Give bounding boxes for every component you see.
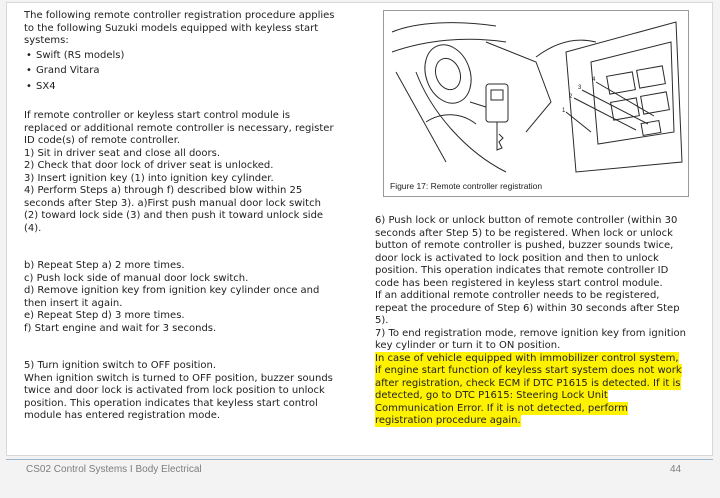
callout-1: 1 bbox=[562, 108, 566, 114]
callout-4: 4 bbox=[592, 77, 596, 83]
step-b: b) Repeat Step a) 2 more times. bbox=[24, 260, 185, 271]
figure-17 bbox=[383, 10, 689, 197]
list-item: • Grand Vitara bbox=[24, 65, 336, 78]
left-column bbox=[24, 10, 336, 423]
remote-registration-diagram bbox=[386, 12, 686, 178]
replace-note: If remote controller or keyless start control module is replaced or additional remote controller is necessary, register ID code(s) of remote controller. bbox=[24, 110, 334, 146]
immobilizer-note bbox=[375, 353, 687, 428]
step-2: 2) Check that door lock of driver seat is unlocked. bbox=[24, 160, 274, 171]
step-e: e) Repeat Step d) 3 more times. bbox=[24, 310, 185, 321]
footer-title: CS02 Control Systems I Body Electrical bbox=[26, 464, 202, 475]
step-5-body: When ignition switch is turned to OFF position, buzzer sounds twice and door lock is activated from lock position to unlock position. This operation indicates that keyless start control module has entered registration mode. bbox=[24, 372, 333, 421]
callout-3: 3 bbox=[578, 85, 582, 91]
intro-paragraph: The following remote controller registration procedure applies to the following Suzuki models equipped with keyless start systems: bbox=[24, 10, 335, 46]
step-3: 3) Insert ignition key (1) into ignition key cylinder. bbox=[24, 172, 274, 184]
footer-rule bbox=[6, 459, 713, 460]
step-1: 1) Sit in driver seat and close all doors. bbox=[24, 147, 221, 159]
step-f: f) Start engine and wait for 3 seconds. bbox=[24, 322, 217, 334]
step-d: d) Remove ignition key from ignition key cylinder once and then insert it again. bbox=[24, 285, 320, 309]
page-number: 44 bbox=[670, 464, 682, 475]
list-item: • SX4 bbox=[24, 81, 336, 94]
step-6-extra: If an additional remote controller needs to be registered, repeat the procedure of Step 6) within 30 seconds after Step 5). bbox=[375, 290, 680, 326]
right-column bbox=[375, 215, 687, 428]
step-6: 6) Push lock or unlock button of remote controller (within 30 seconds after Step 5) to be registered. When lock or unlock button of remote controller is pushed, buzzer sounds twice, door lock is activated to lock position and then to unlock position. This operation indicates that remote controller ID code has been registered in keyless start control module. bbox=[375, 215, 678, 289]
step-4: 4) Perform Steps a) through f) described blow within 25 seconds after Step 3). a)First push manual door lock switch (2) toward lock side (3) and then push it toward unlock side (4). bbox=[24, 185, 324, 234]
figure-caption: Figure 17: Remote controller registration bbox=[390, 181, 543, 191]
step-5-title: 5) Turn ignition switch to OFF position. bbox=[24, 360, 217, 371]
callout-2: 2 bbox=[569, 94, 573, 100]
highlighted-note: In case of vehicle equipped with immobilizer control system, if engine start function of keyless start system does not work after registration, check ECM if DTC P1615 is detected. If it is detected, go to DTC P1615: Steering Lock Unit Communication Error. If it is not detected, perform registration procedure again. bbox=[375, 352, 682, 426]
step-7: 7) To end registration mode, remove ignition key from ignition key cylinder or turn it to ON position. bbox=[375, 327, 687, 351]
model-list bbox=[24, 50, 336, 94]
list-item: • Swift (RS models) bbox=[24, 50, 336, 63]
step-c: c) Push lock side of manual door lock switch. bbox=[24, 272, 249, 284]
